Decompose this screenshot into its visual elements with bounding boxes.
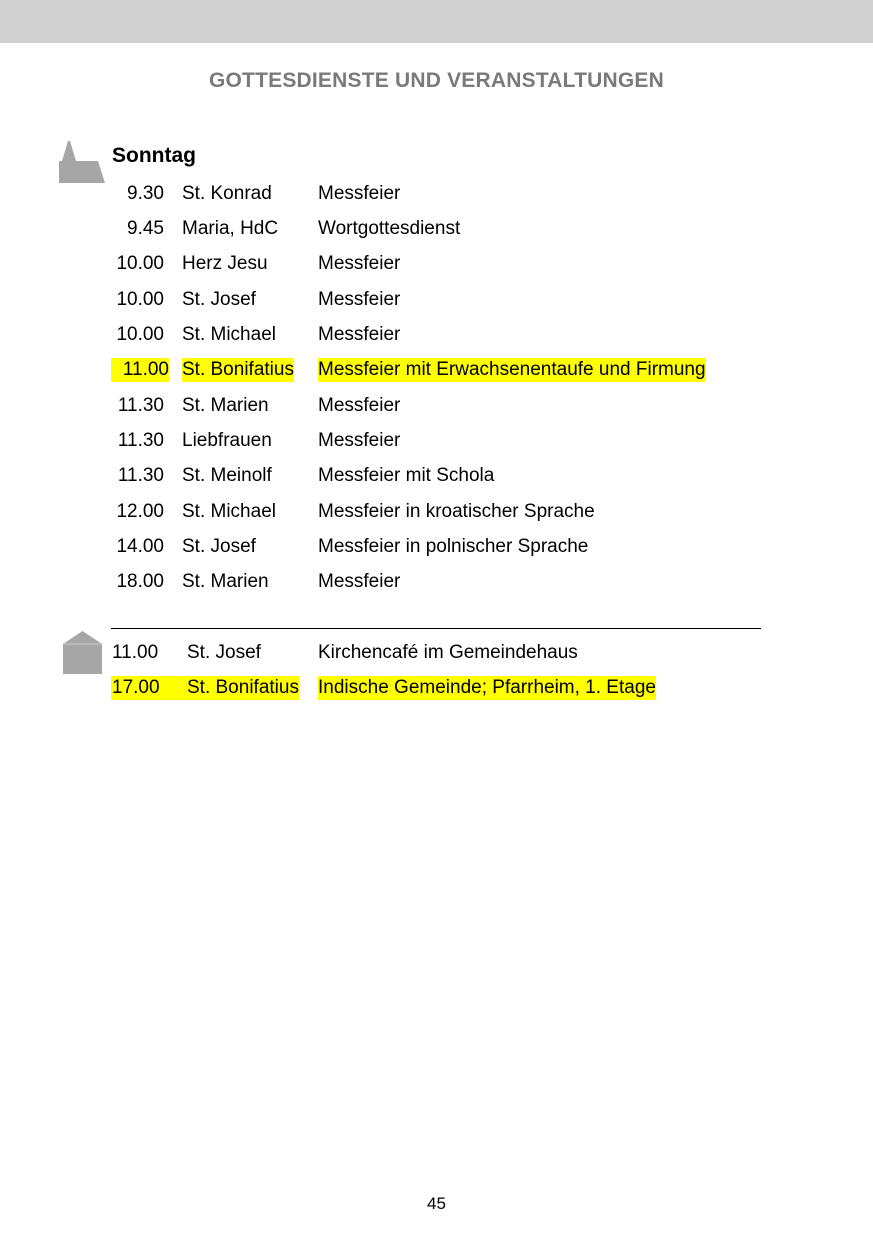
service-time: 9.45 (127, 218, 164, 239)
service-time: 14.00 (116, 536, 164, 557)
service-time: 11.00 (111, 358, 169, 382)
service-place: St. Marien (182, 571, 269, 592)
section-divider (111, 628, 761, 629)
service-time: 11.30 (117, 465, 164, 486)
service-place: St. Josef (182, 536, 256, 557)
service-description: Messfeier (318, 324, 401, 345)
event-time: 17.00 (111, 676, 187, 700)
service-description: Messfeier (318, 183, 401, 204)
service-description: Messfeier mit Schola (318, 465, 495, 486)
event-time: 11.00 (112, 642, 159, 663)
service-time: 10.00 (116, 253, 164, 274)
service-place: Maria, HdC (182, 218, 279, 239)
service-time: 12.00 (116, 501, 164, 522)
service-time: 10.00 (116, 289, 164, 310)
service-place: Liebfrauen (182, 430, 272, 451)
service-place: St. Michael (182, 501, 276, 522)
service-time: 11.30 (117, 395, 164, 416)
church-icon (58, 141, 106, 183)
service-description: Messfeier (318, 289, 401, 310)
service-place: St. Bonifatius (182, 359, 294, 380)
service-time: 9.30 (127, 183, 164, 204)
service-description: Messfeier (318, 571, 401, 592)
service-description: Messfeier (318, 430, 401, 451)
service-time: 10.00 (116, 324, 164, 345)
event-description: Indische Gemeinde; Pfarrheim, 1. Etage (318, 677, 656, 698)
event-description: Kirchencafé im Gemeindehaus (318, 642, 578, 663)
day-heading: Sonntag (112, 144, 196, 167)
top-bar (0, 0, 873, 43)
service-place: St. Josef (182, 289, 256, 310)
service-description: Wortgottesdienst (318, 218, 461, 239)
service-description: Messfeier in polnischer Sprache (318, 536, 589, 557)
house-icon (63, 631, 102, 674)
event-place: St. Bonifatius (187, 677, 299, 698)
service-place: Herz Jesu (182, 253, 268, 274)
service-description: Messfeier (318, 395, 401, 416)
page-title: GOTTESDIENSTE UND VERANSTALTUNGEN (208, 69, 664, 92)
service-place: St. Meinolf (182, 465, 272, 486)
service-description: Messfeier (318, 253, 401, 274)
event-place: St. Josef (187, 642, 261, 663)
service-description: Messfeier in kroatischer Sprache (318, 501, 595, 522)
service-description: Messfeier mit Erwachsenentaufe und Firmung (318, 359, 706, 380)
service-time: 18.00 (116, 571, 164, 592)
service-place: St. Marien (182, 395, 269, 416)
service-place: St. Konrad (182, 183, 272, 204)
service-place: St. Michael (182, 324, 276, 345)
service-time: 11.30 (117, 430, 164, 451)
page-number: 45 (427, 1194, 446, 1213)
